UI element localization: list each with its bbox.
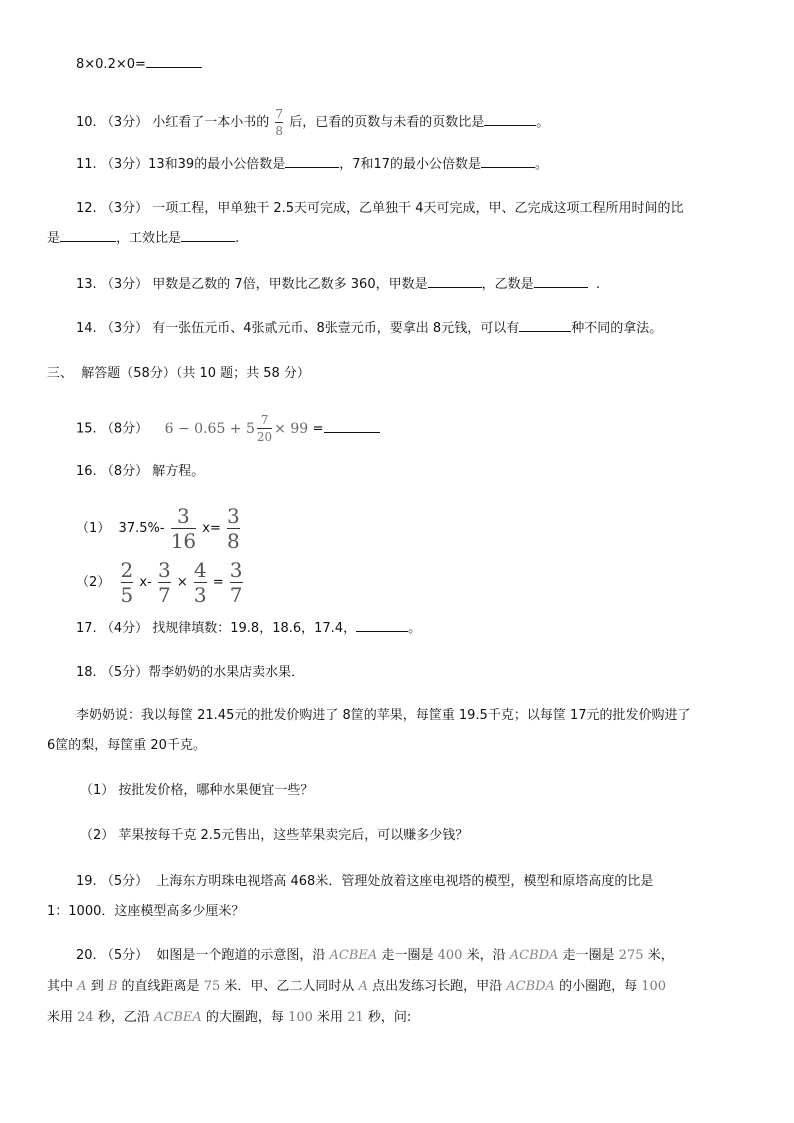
q11-score: （3分）: [100, 157, 149, 172]
q17-end: 。: [408, 621, 422, 636]
q19-score: （5分）: [100, 874, 149, 889]
q20-l2-e: 点出发练习长跑，甲沿: [372, 979, 503, 994]
q20-route-acbda-2: ACBDA: [506, 979, 555, 994]
q12-number: 12.: [76, 201, 97, 216]
q18-number: 18.: [76, 665, 97, 680]
q16-p1-frac1-num: 3: [177, 504, 190, 528]
q10-frac-num: 7: [275, 107, 284, 121]
q17-line: [76, 619, 421, 638]
q15-expression: [164, 413, 313, 444]
q11-text-pre: 13和39的最小公倍数是: [148, 157, 286, 172]
q14-answer-blank[interactable]: [519, 319, 571, 332]
q12-line-2: [47, 229, 239, 248]
q20-line-3: [47, 1009, 411, 1027]
q9-answer-blank[interactable]: [146, 55, 202, 68]
q16-p1-label: （1）: [76, 521, 111, 536]
q11-line: [76, 155, 548, 174]
q20-distance-400: 400: [437, 948, 463, 963]
q10-end: 。: [536, 115, 550, 130]
q16-p2-frac1-num: 2: [120, 558, 134, 582]
q18-sub2-text: （2） 苹果按每千克 2.5元售出，这些苹果卖完后，可以赚多少钱？: [80, 828, 469, 843]
q20-time-24: 24: [77, 1010, 94, 1025]
q10-text-post: 后，已看的页数与未看的页数比是: [289, 115, 485, 130]
q16-line: [76, 463, 204, 481]
q17-number: 17.: [76, 621, 97, 636]
q14-score: （3分）: [100, 321, 149, 336]
q13-line: [76, 275, 600, 294]
q12-text-line2-mid: ，工效比是: [116, 231, 182, 246]
section3-title: 解答题（58分）（共 10 题；共 58 分）: [81, 366, 310, 381]
q20-l1-b: 走一圈是: [381, 948, 434, 963]
q10-answer-blank[interactable]: [484, 113, 536, 126]
q15-answer-blank[interactable]: [324, 420, 380, 433]
q20-l1-c: 米，沿: [466, 948, 506, 963]
q16-part2: [76, 560, 245, 605]
q9-tail-line: [76, 55, 202, 74]
section3-label: 三、: [47, 366, 74, 381]
q18-line: [76, 664, 304, 682]
q18-score: （5分）: [100, 665, 149, 680]
q16-p2-frac4-num: 3: [229, 558, 243, 582]
q13-text-mid: ，乙数是: [481, 277, 534, 292]
q20-l1-d: 走一圈是: [562, 948, 615, 963]
q13-answer-blank-1[interactable]: [428, 275, 482, 288]
q13-answer-blank-2[interactable]: [534, 275, 588, 288]
q20-l2-c: 的直线距离是: [121, 979, 200, 994]
q10-fraction: [275, 108, 283, 137]
q10-score: （3分）: [100, 115, 149, 130]
q15-line: [76, 414, 380, 443]
q16-p2-frac4-den: 7: [229, 583, 243, 607]
q9-expression: 8×0.2×0=: [76, 57, 146, 72]
q16-p2-frac2-num: 3: [157, 558, 171, 582]
q15-frac-den: 20: [256, 430, 273, 444]
q15-expr-pre: 6 − 0.65 + 5: [164, 420, 255, 437]
q16-p2-fraction-3: [194, 560, 207, 605]
q16-p2-frac3-num: 4: [193, 558, 207, 582]
q15-expr-post: × 99: [274, 420, 309, 437]
q12-answer-blank-1[interactable]: [60, 229, 116, 242]
q17-answer-blank[interactable]: [356, 619, 408, 632]
q20-route-acbea-1: ACBEA: [329, 948, 378, 963]
q11-answer-blank-1[interactable]: [285, 155, 339, 168]
q19-line-2: [47, 903, 244, 921]
q20-l3-b: 秒，乙沿: [97, 1010, 150, 1025]
q16-p2-var: x-: [139, 575, 152, 590]
q17-text-pre: 找规律填数：19.8，18.6，17.4，: [152, 621, 357, 636]
q20-distance-75: 75: [203, 979, 221, 994]
q20-l3-d: 米用: [317, 1010, 344, 1025]
q18-sub1-text: （1） 按批发价格，哪种水果便宜一些？: [80, 783, 314, 798]
q11-answer-blank-2[interactable]: [481, 155, 535, 168]
q20-line-1: [76, 947, 674, 965]
q16-number: 16.: [76, 464, 97, 479]
q15-number: 15.: [76, 421, 97, 437]
q12-end: .: [235, 231, 240, 246]
q15-equals: =: [312, 421, 324, 437]
q10-line: [76, 108, 549, 137]
q20-time-21: 21: [347, 1010, 364, 1025]
q10-frac-den: 8: [275, 124, 284, 138]
q18-para1: 李奶奶说：我以每筐 21.45元的批发价购进了 8筐的苹果，每筐重 19.5千克；以每筐 17元的批发价购进了: [76, 708, 691, 723]
q11-number: 11.: [76, 157, 97, 172]
q15-fraction: [257, 414, 272, 443]
q18-para-line-1: [76, 707, 691, 725]
q20-l1-a: 如图是一个跑道的示意图，沿: [156, 948, 326, 963]
q20-distance-100-1: 100: [641, 979, 667, 994]
q19-text-line1: 上海东方明珠电视塔高 468米．管理处放着这座电视塔的模型，模型和原塔高度的比是: [156, 874, 654, 889]
q10-number: 10.: [76, 115, 97, 130]
q20-distance-100-2: 100: [288, 1010, 313, 1025]
q16-title: 解方程。: [152, 464, 205, 479]
q20-route-acbea-2: ACBEA: [154, 1010, 202, 1025]
section3-header: [47, 365, 310, 383]
q17-score: （4分）: [100, 621, 149, 636]
q16-p1-frac2-num: 3: [227, 504, 240, 528]
q14-text-pre: 有一张伍元币、4张贰元币、8张壹元币，要拿出 8元钱，可以有: [152, 321, 520, 336]
q14-number: 14.: [76, 321, 97, 336]
q19-number: 19.: [76, 874, 97, 889]
q16-p2-frac2-den: 7: [157, 583, 171, 607]
q16-p2-fraction-1: [121, 560, 134, 605]
q16-p2-label: （2）: [76, 575, 111, 590]
q16-part1: [76, 506, 242, 551]
q16-p1-pre: 37.5%-: [118, 521, 165, 536]
q20-score: （5分）: [100, 948, 149, 963]
q16-p2-fraction-4: [230, 560, 243, 605]
q20-l3-e: 秒，问:: [367, 1010, 412, 1025]
q18-para2: 6筐的梨，每筐重 20千克。: [47, 738, 206, 753]
q18-sub2: [80, 827, 468, 845]
q16-p1-frac2-den: 8: [227, 529, 240, 553]
q20-point-a: A: [77, 979, 87, 994]
q20-l2-d: 米．甲、乙二人同时从: [224, 979, 355, 994]
q16-p2-frac1-den: 5: [120, 583, 134, 607]
q20-line-2: [47, 978, 666, 996]
q16-p2-fraction-2: [158, 560, 171, 605]
q15-score: （8分）: [100, 421, 149, 437]
q11-text-mid: ，7和17的最小公倍数是: [339, 157, 482, 172]
q16-p2-times: ×: [176, 575, 188, 590]
q14-line: [76, 319, 662, 338]
q12-answer-blank-2[interactable]: [181, 229, 235, 242]
q20-distance-275: 275: [618, 948, 644, 963]
q12-text-line2-pre: 是: [47, 231, 61, 246]
q20-l2-f: 的小圈跑，每: [559, 979, 638, 994]
q20-l2-b: 到: [90, 979, 104, 994]
q16-p1-fraction-1: [171, 506, 196, 551]
q13-end: .: [595, 277, 601, 292]
q13-text-pre: 甲数是乙数的 7倍，甲数比乙数多 360，甲数是: [152, 277, 428, 292]
q16-p1-frac1-den: 16: [170, 529, 197, 553]
q12-score: （3分）: [100, 201, 149, 216]
q15-frac-num: 7: [260, 413, 269, 427]
q10-text-pre: 小红看了一本小书的: [152, 115, 270, 130]
q18-para-line-2: [47, 737, 206, 755]
q20-l1-e: 米，: [647, 948, 674, 963]
q12-text-line1: 一项工程，甲单独干 2.5天可完成，乙单独干 4天可完成，甲、乙完成这项工程所用时间的比: [152, 201, 684, 216]
q19-text-line2: 1：1000．这座模型高多少厘米？: [47, 904, 245, 919]
q20-l3-c: 的大圈跑，每: [205, 1010, 284, 1025]
q16-p2-eq: =: [212, 575, 224, 590]
q16-p1-var: x=: [202, 521, 221, 536]
q11-end: 。: [535, 157, 549, 172]
q18-sub1: [80, 782, 313, 800]
q16-p1-fraction-2: [227, 506, 240, 551]
q16-score: （8分）: [100, 464, 149, 479]
q20-l2-a: 其中: [47, 979, 74, 994]
q18-title: 帮李奶奶的水果店卖水果．: [148, 665, 305, 680]
q20-l3-a: 米用: [47, 1010, 74, 1025]
q20-point-b: B: [107, 979, 118, 994]
q20-route-acbda-1: ACBDA: [509, 948, 559, 963]
q19-line-1: [76, 873, 653, 891]
q20-point-a-2: A: [358, 979, 368, 994]
q12-line-1: [76, 200, 683, 218]
q13-score: （3分）: [100, 277, 149, 292]
q16-p2-frac3-den: 3: [193, 583, 207, 607]
q14-end: 种不同的拿法。: [571, 321, 663, 336]
q13-number: 13.: [76, 277, 97, 292]
q20-number: 20.: [76, 948, 97, 963]
